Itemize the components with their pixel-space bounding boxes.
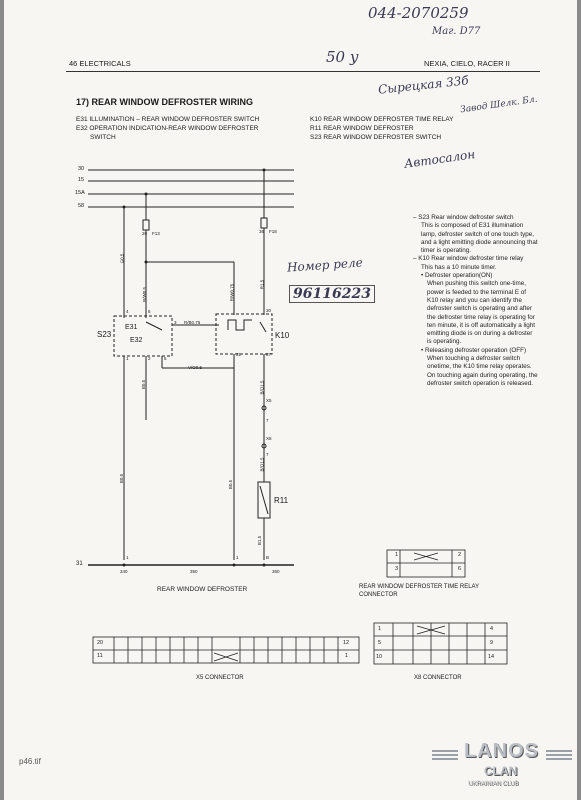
wire-label-bo15-a: B/O1.5 bbox=[259, 380, 265, 395]
legend-right-1: K10 REAR WINDOW DEFROSTER TIME RELAY bbox=[310, 116, 454, 123]
relay-connector-cell-2: 2 bbox=[458, 552, 462, 558]
legend-right-3: S23 REAR WINDOW DEFROSTER SWITCH bbox=[310, 134, 442, 141]
relay-pin-3: 3 bbox=[174, 320, 177, 325]
wire-label-b05-b: B0.5 bbox=[119, 473, 125, 484]
ground-pin-b: B bbox=[266, 555, 270, 560]
wiring-diagram bbox=[4, 0, 577, 800]
page-label: 46 ELECTRICALS bbox=[69, 59, 131, 68]
s23-text: This is composed of E31 illumination lamp, defroster switch of one touch type, and a light emitting diode announcing that timer is operating. bbox=[421, 222, 538, 255]
handwritten-phone: 044-2070259 bbox=[368, 4, 469, 22]
x8-pin-1: 1 bbox=[378, 626, 382, 632]
relay-connector-cell-6: 6 bbox=[458, 566, 462, 572]
x5-pin-12: 12 bbox=[343, 640, 350, 646]
wire-label-g05: G0.5 bbox=[119, 253, 125, 264]
on-text: When pushing this switch one-time, power is feeded to the terminal E of K10 relay and you can identify the defroster switch is operating and after the defroster time relay is operating for ten minute, it is off automatically a light emitting diode is on during a defroster is operating. bbox=[427, 280, 536, 346]
ground-pin-1a: 1 bbox=[126, 555, 129, 560]
relay-connector-cell-1: 1 bbox=[395, 552, 399, 558]
handwritten-factory: Завод Шелк. Бл. bbox=[459, 94, 539, 116]
fuse-label-f18: F18 bbox=[269, 229, 277, 234]
bus-label-15a: 15A bbox=[75, 190, 85, 196]
handwritten-price: 50 у bbox=[326, 48, 359, 66]
bus-label-58: 58 bbox=[78, 203, 85, 209]
x8-pin-10: 10 bbox=[376, 654, 383, 660]
handwritten-relay-label: Номер реле bbox=[286, 255, 364, 275]
fuse-pin-36: 36 bbox=[259, 229, 265, 234]
k10-title: – K10 Rear window defroster time relay bbox=[413, 255, 524, 263]
logo-bottom: UKRAINIAN CLUB bbox=[468, 781, 519, 787]
component-r11: R11 bbox=[274, 496, 289, 505]
scanned-page bbox=[4, 0, 577, 800]
x8-pin-9: 9 bbox=[490, 640, 494, 646]
k10-text: This has a 10 minute timer. bbox=[421, 263, 497, 271]
ground-pin-1b: 1 bbox=[236, 555, 239, 560]
x8-pin-14: 14 bbox=[488, 654, 495, 660]
handwritten-avto: Автосалон bbox=[403, 147, 476, 171]
handwritten-market: Сырецкая 33б bbox=[377, 73, 470, 97]
wire-label-r15: R1.5 bbox=[259, 279, 265, 290]
relay-connector-cell-3: 3 bbox=[395, 566, 399, 572]
wire-label-rw075: R/W0.75 bbox=[229, 283, 235, 302]
logo-middle: CLAN bbox=[484, 764, 518, 778]
logo-wing-left bbox=[432, 750, 458, 752]
ground-label-340: 340 bbox=[120, 569, 128, 574]
off-text: When touching a defroster switch onetime, the K10 time relay operates. On touching again during operating, the defroster switch operation is released. bbox=[427, 355, 538, 387]
fuse-pin-20: 20 bbox=[142, 231, 148, 236]
component-s23: S23 bbox=[97, 330, 112, 339]
lanos-clan-logo bbox=[432, 738, 572, 798]
x8-pin-4: 4 bbox=[490, 626, 494, 632]
x5-pin-20: 20 bbox=[97, 640, 104, 646]
wire-label-rb075: R/B0.75 bbox=[184, 320, 201, 325]
wire-label-bo15-b: B/O1.5 bbox=[259, 457, 265, 472]
wire-label-x8: X8 bbox=[266, 436, 272, 441]
diagram-caption: REAR WINDOW DEFROSTER bbox=[157, 586, 248, 593]
wire-label-b15-a: B1.5 bbox=[257, 535, 263, 546]
fuse-label-f13: F13 bbox=[152, 231, 160, 236]
connector-pin-7b: 7 bbox=[266, 452, 269, 457]
ground-label-31: 31 bbox=[76, 561, 83, 567]
legend-left-2: E32 OPERATION INDICATION-REAR WINDOW DEFROSTER bbox=[76, 125, 259, 132]
wire-label-rw05: R/W0.5 bbox=[142, 286, 148, 303]
on-title: • Defroster operation(ON) bbox=[421, 272, 493, 280]
logo-wing-right bbox=[546, 750, 572, 752]
footer-filename: p46.tif bbox=[19, 757, 41, 766]
logo-top: LANOS bbox=[464, 740, 539, 762]
x5-pin-11: 11 bbox=[97, 653, 103, 659]
wire-label-b05-c: B0.5 bbox=[228, 479, 234, 490]
wire-label-b05: B0.5 bbox=[141, 379, 147, 390]
relay-pin-87: 87 bbox=[266, 352, 272, 357]
ground-label-350: 350 bbox=[190, 569, 198, 574]
wire-label-vo05: V/O0.5 bbox=[188, 365, 203, 370]
off-title: • Releasing defroster operation (OFF) bbox=[421, 346, 527, 354]
switch-pin-2: 2 bbox=[148, 356, 151, 361]
legend-left-3: SWITCH bbox=[90, 134, 116, 141]
handwritten-relay-number: 96116223 bbox=[289, 285, 375, 303]
x5-caption: X5 CONNECTOR bbox=[196, 675, 244, 681]
ground-label-360: 360 bbox=[272, 569, 280, 574]
x5-connector-drawing bbox=[92, 636, 362, 664]
switch-pin-4: 4 bbox=[126, 309, 129, 314]
component-k10: K10 bbox=[275, 331, 290, 340]
handwritten-mag: Маг. D77 bbox=[432, 26, 481, 37]
x8-pin-5: 5 bbox=[378, 640, 382, 646]
relay-pin-31: 31 bbox=[236, 352, 242, 357]
x5-pin-1: 1 bbox=[345, 653, 349, 659]
switch-pin-1: 1 bbox=[126, 356, 129, 361]
wire-label-x5: X5 bbox=[266, 398, 272, 403]
bus-label-30: 30 bbox=[78, 166, 85, 172]
connector-pin-7: 7 bbox=[266, 418, 269, 423]
bus-label-15: 15 bbox=[78, 177, 85, 183]
x8-caption: X8 CONNECTOR bbox=[414, 675, 462, 681]
relay-pin-30: 30 bbox=[266, 308, 272, 313]
component-e31: E31 bbox=[125, 324, 138, 331]
models-label: NEXIA, CIELO, RACER II bbox=[424, 59, 510, 68]
component-e32: E32 bbox=[130, 337, 143, 344]
legend-left-1: E31 ILLUMINATION – REAR WINDOW DEFROSTER SWITCH bbox=[76, 116, 260, 123]
switch-pin-6: 6 bbox=[148, 309, 151, 314]
section-title: 17) REAR WINDOW DEFROSTER WIRING bbox=[76, 97, 253, 107]
relay-connector-caption: REAR WINDOW DEFROSTER TIME RELAY CONNECTOR bbox=[359, 584, 480, 598]
s23-title: – S23 Rear window defroster switch bbox=[413, 214, 514, 221]
legend-right-2: R11 REAR WINDOW DEFROSTER bbox=[310, 125, 414, 132]
switch-pin-5: 5 bbox=[164, 356, 167, 361]
